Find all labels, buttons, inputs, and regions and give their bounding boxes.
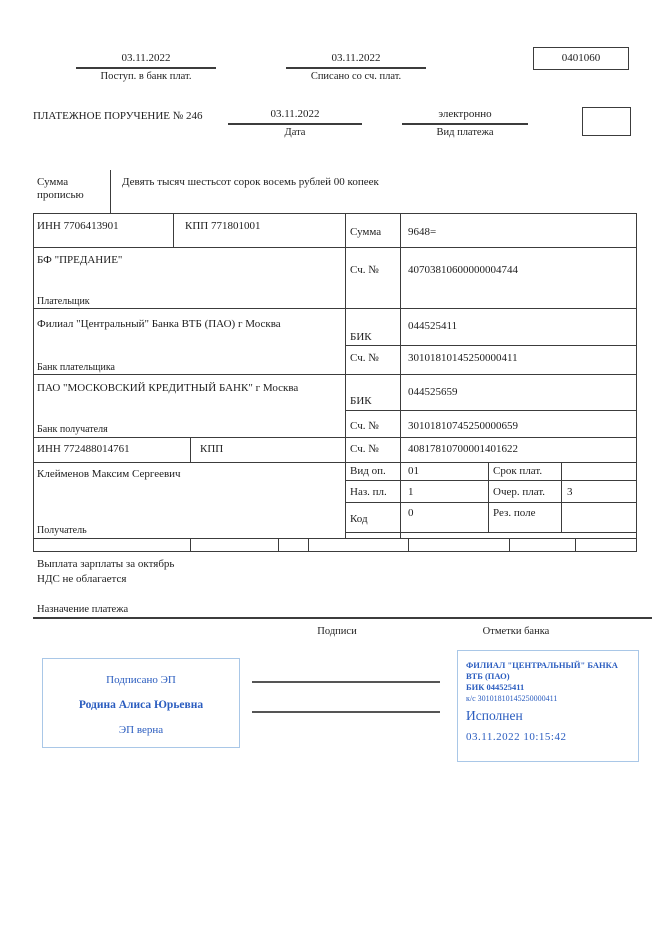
payee-bank-name: ПАО "МОСКОВСКИЙ КРЕДИТНЫЙ БАНК" г Москва (37, 382, 299, 394)
due-date-label: Срок плат. (493, 465, 543, 477)
table-line (575, 538, 576, 551)
payment-kind-label: Вид платежа (436, 127, 494, 138)
table-line (408, 538, 409, 551)
payee-inn: ИНН 772488014761 (37, 443, 130, 455)
bank-stamp-name-line2: ВТБ (ПАО) (466, 671, 510, 681)
table-line (345, 345, 637, 346)
payee-bank-bik-label: БИК (350, 395, 372, 407)
purpose-underline (33, 617, 652, 619)
table-line (33, 213, 637, 214)
table-line (345, 532, 637, 533)
debited-date-label: Списано со сч. плат. (310, 71, 402, 82)
bank-stamp-executed-at: 03.11.2022 10:15:42 (466, 731, 567, 743)
payee-bank-bik: 044525659 (408, 386, 458, 398)
table-line (345, 480, 637, 481)
amount-in-words-label: Сумма прописью (37, 176, 84, 201)
table-line (308, 538, 309, 551)
payer-name: БФ "ПРЕДАНИЕ" (37, 254, 123, 266)
table-line (110, 170, 111, 213)
payment-kind-underline (402, 123, 528, 125)
table-line (33, 462, 637, 463)
sum-label: Сумма (350, 226, 382, 238)
payee-bank-account-label: Сч. № (350, 420, 379, 432)
payer-bank-label: Банк плательщика (37, 362, 115, 373)
document-date-label: Дата (284, 127, 306, 138)
document-date: 03.11.2022 (270, 108, 320, 120)
purpose-label: Назначение платежа (37, 604, 129, 615)
payer-inn: ИНН 7706413901 (37, 220, 119, 232)
bank-stamp-box (457, 650, 639, 762)
table-line (509, 538, 510, 551)
stamp-valid-label: ЭП верна (118, 724, 164, 736)
purpose-line-1: Выплата зарплаты за октябрь (37, 558, 175, 570)
table-line (345, 213, 346, 538)
table-line (190, 538, 191, 551)
payment-kind: электронно (438, 108, 492, 120)
purpose-code-value: 1 (408, 486, 414, 498)
payer-bank-bik: 044525411 (408, 320, 458, 332)
table-line (33, 374, 637, 375)
table-line (345, 502, 637, 503)
table-line (33, 247, 637, 248)
purpose-line-2: НДС не облагается (37, 573, 127, 585)
form-code-box (533, 47, 629, 70)
payee-name: Клейменов Максим Сергеевич (37, 468, 181, 480)
signatures-label: Подписи (317, 626, 357, 637)
form-code: 0401060 (561, 52, 601, 64)
code-label: Код (350, 513, 368, 525)
bank-marks-label: Отметки банка (482, 626, 550, 637)
table-line (33, 213, 34, 551)
op-kind-value: 01 (408, 465, 419, 477)
payee-account: 40817810700001401622 (408, 443, 518, 455)
bank-stamp-status: Исполнен (466, 708, 523, 723)
table-line (345, 410, 637, 411)
signature-line-2 (252, 711, 440, 713)
amount-in-words: Девять тысяч шестьсот сорок восемь рублей 00 копеек (122, 176, 379, 188)
received-date: 03.11.2022 (121, 52, 171, 64)
payer-bank-account-label: Сч. № (350, 352, 379, 364)
stamp-signer-name: Родина Алиса Юрьевна (78, 699, 204, 711)
bank-stamp-corr-account: к/с 30101810145250000411 (466, 694, 558, 703)
priority-value: 3 (567, 486, 573, 498)
empty-mark-box (582, 107, 631, 136)
signature-stamp-box (42, 658, 240, 748)
payee-account-label: Сч. № (350, 443, 379, 455)
priority-label: Очер. плат. (493, 486, 546, 498)
bank-stamp-bik: БИК 044525411 (466, 682, 525, 692)
payer-label: Плательщик (37, 296, 90, 307)
table-line (488, 462, 489, 532)
table-line (33, 538, 637, 539)
purpose-code-label: Наз. пл. (350, 486, 387, 498)
table-line (33, 437, 637, 438)
payee-bank-account: 30101810745250000659 (408, 420, 518, 432)
payee-kpp: КПП (200, 443, 224, 455)
table-line (33, 551, 637, 552)
signature-line-1 (252, 681, 440, 683)
stamp-signed-label: Подписано ЭП (106, 674, 176, 686)
table-line (33, 308, 637, 309)
payer-bank-name: Филиал "Центральный" Банка ВТБ (ПАО) г Москва (37, 318, 281, 330)
bank-stamp-name-line1: ФИЛИАЛ "ЦЕНТРАЛЬНЫЙ" БАНКА (466, 660, 618, 670)
document-date-underline (228, 123, 362, 125)
op-kind-label: Вид оп. (350, 465, 386, 477)
table-line (400, 213, 401, 538)
received-date-label: Поступ. в банк плат. (100, 71, 192, 82)
document-title: ПЛАТЕЖНОЕ ПОРУЧЕНИЕ № 246 (33, 110, 203, 122)
table-line (278, 538, 279, 551)
code-value: 0 (408, 507, 414, 519)
sum-value: 9648= (408, 226, 437, 238)
table-line (561, 462, 562, 532)
payer-account-label: Сч. № (350, 264, 379, 276)
debited-date-underline (286, 67, 426, 69)
table-line (190, 437, 191, 462)
payer-bank-account: 30101810145250000411 (408, 352, 518, 364)
table-line (173, 213, 174, 247)
payer-bank-bik-label: БИК (350, 331, 372, 343)
payer-kpp: КПП 771801001 (185, 220, 261, 232)
payer-account: 40703810600000004744 (408, 264, 518, 276)
table-line (636, 213, 637, 551)
payee-bank-label: Банк получателя (37, 424, 108, 435)
reserve-field-label: Рез. поле (493, 507, 536, 519)
received-date-underline (76, 67, 216, 69)
payee-label: Получатель (37, 525, 87, 536)
debited-date: 03.11.2022 (331, 52, 381, 64)
